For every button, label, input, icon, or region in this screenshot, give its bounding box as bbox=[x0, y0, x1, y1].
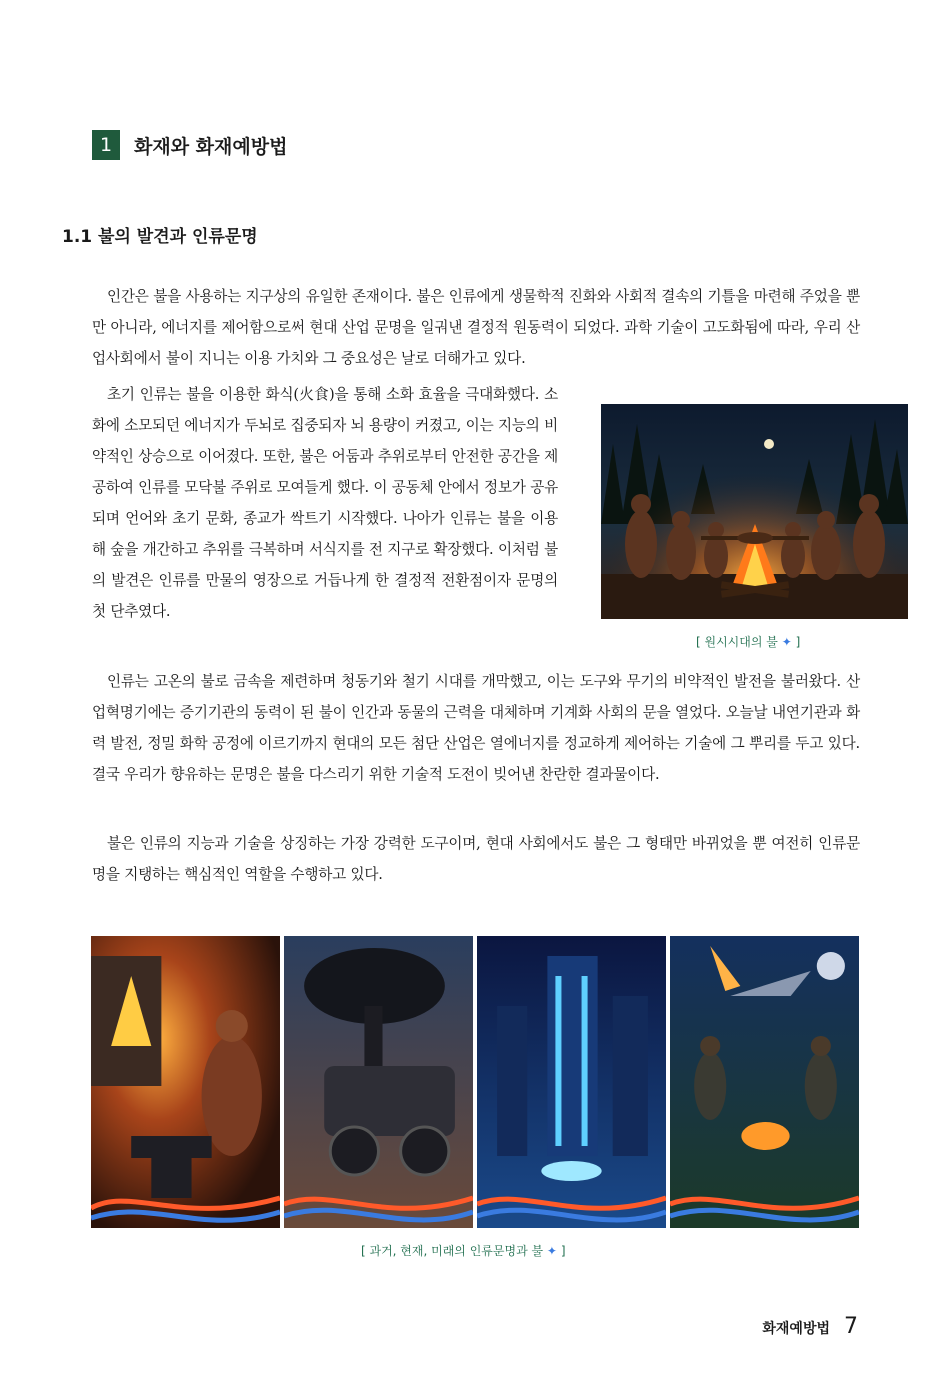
paragraph-2: 초기 인류는 불을 이용한 화식(火食)을 통해 소화 효율을 극대화했다. 소화에 소모되던 에너지가 두뇌로 집중되자 뇌 용량이 커졌고, 이는 지능의 비약적인 상승으로 이어졌다. 또한, 불은 어둠과 추위로부터 안전한 공간을 제공하여 인류를 모닥불 주위로 모여들게 했다. 이 공동체 안에서 정보가 공유되며 언어와 초기 문화, 종교가 싹트기 시작했다. 나아가 인류는 불을 이용해 숲을 개간하고 추위를 극복하며 서식지를 전 지구로 확장했다. 이처럼 불의 발견은 인류를 만물의 영장으로 거듭나게 한 결정적 전환점이자 문명의 첫 단추였다. bbox=[92, 386, 558, 620]
blacksmith-panel bbox=[91, 936, 280, 1228]
paragraph-3: 인류는 고온의 불로 금속을 제련하며 청동기와 철기 시대를 개막했고, 이는 도구와 무기의 비약적인 발전을 불러왔다. 산업혁명기에는 증기기관의 동력이 된 불이 인간과 동물의 근력을 대체하며 기계화 사회의 문을 열었다. 오늘날 내연기관과 화력 발전, 정밀 화학 공정에 이르기까지 현대의 모든 첨단 산업은 열에너지를 정교하게 제어하는 기술에 그 뿌리를 두고 있다. 결국 우리가 향유하는 문명은 불을 다스리기 위한 기술적 도전이 빚어낸 찬란한 결과물이다. bbox=[92, 673, 860, 783]
figure-2-caption bbox=[361, 1242, 566, 1259]
page-number: 7 bbox=[844, 1314, 858, 1339]
paragraph-1: 인간은 불을 사용하는 지구상의 유일한 존재이다. 불은 인류에게 생물학적 진화와 사회적 결속의 기틀을 마련해 주었을 뿐만 아니라, 에너지를 제어함으로써 현대 산업 문명을 일궈낸 결정적 원동력이 되었다. 과학 기술이 고도화됨에 따라, 우리 산업사회에서 불이 지니는 이용 가치와 그 중요성은 날로 더해가고 있다. bbox=[92, 288, 860, 367]
space-age-panel bbox=[670, 936, 859, 1228]
figure-2-caption-close: ] bbox=[560, 1244, 566, 1258]
section-title: 1.1 불의 발견과 인류문명 bbox=[62, 227, 258, 247]
primitive-fire-illustration bbox=[601, 404, 908, 619]
civilization-fire-illustration bbox=[91, 936, 859, 1228]
chapter-heading bbox=[92, 130, 287, 160]
figure-1-caption-close: ] bbox=[795, 635, 801, 649]
chapter-title: 화재와 화재예방법 bbox=[134, 135, 288, 158]
chapter-number: 1 bbox=[92, 130, 120, 160]
footer-title: 화재예방법 bbox=[762, 1321, 830, 1337]
steam-engine-panel bbox=[284, 936, 473, 1228]
page-footer bbox=[762, 1314, 858, 1339]
paragraph-4: 불은 인류의 지능과 기술을 상징하는 가장 강력한 도구이며, 현대 사회에서도 불은 그 형태만 바뀌었을 뿐 여전히 인류문명을 지탱하는 핵심적인 역할을 수행하고 있다. bbox=[92, 835, 860, 883]
figure-1-caption bbox=[696, 633, 800, 650]
future-city-panel bbox=[477, 936, 666, 1228]
sparkle-icon: ✦ bbox=[781, 635, 792, 649]
sparkle-icon: ✦ bbox=[546, 1244, 557, 1258]
figure-2-caption-open: [ 과거, 현재, 미래의 인류문명과 불 bbox=[361, 1244, 544, 1258]
figure-1-caption-open: [ 원시시대의 불 bbox=[696, 635, 778, 649]
